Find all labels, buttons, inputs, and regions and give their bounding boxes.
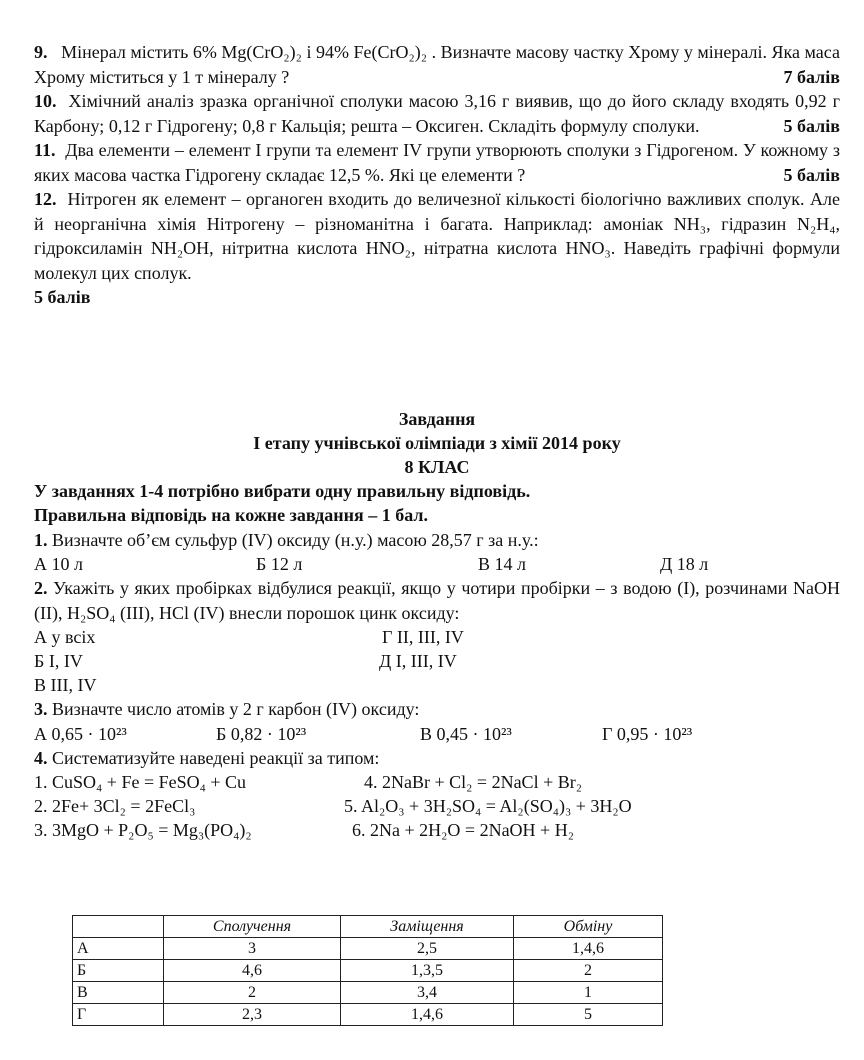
option: Б 12 л [256,554,303,574]
table-row [73,960,663,982]
option: В 14 л [478,554,526,574]
table-cell: 3,4 [341,982,514,1004]
table-header [73,916,164,938]
title-line-1: Завдання [398,408,476,429]
task-3: 3. Визначте число атомів у 2 г карбон (IV) оксиду: [34,699,420,719]
table-cell: 2,3 [164,1004,341,1026]
table-cell: 1 [514,982,663,1004]
title-line-3: 8 КЛАС [404,456,470,477]
option: Г ІІ, ІІІ, IV [382,627,464,647]
intro-line-1: У завданнях 1-4 потрібно вибрати одну правильну відповідь. [34,480,531,501]
reaction: 2. 2Fe+ 3Cl₂ = 2FeCl₃ [34,796,196,816]
option: Б І, IV [34,651,83,671]
table-cell: А [73,938,164,960]
document-page [34,40,840,842]
table-cell: 2 [164,982,341,1004]
task-2: 2. Укажіть у яких пробірках відбулися реакції, якщо у чотири пробірки – з водою (І), розчинами NaOH (ІІ), H₂SO₄ (ІІІ), HCl (IV) внесли порошок цинк оксиду: [34,578,841,623]
option: Д 18 л [660,554,709,574]
table-row [73,938,663,960]
table-cell: 2,5 [341,938,514,960]
table-cell: 1,4,6 [514,938,663,960]
table-cell: Б [73,960,164,982]
table-row [73,982,663,1004]
table-header: Сполучення [164,916,341,938]
task-4: 4. Систематизуйте наведені реакції за типом: [34,747,380,768]
table-cell: 1,4,6 [341,1004,514,1026]
option: А у всіх [34,627,96,647]
table-cell: 3 [164,938,341,960]
question-9: 9. Мінерал містить 6% Mg(CrO₂)₂ і 94% Fe(CrO₂)₂ . Визначте масову частку Хрому у мінералі. Яка маса Хрому міститься у 1 т мінералу ? [34,42,840,87]
table-header: Заміщення [341,916,514,938]
option: Д І, ІІІ, IV [379,651,457,671]
table-header-row [73,916,663,938]
question-10: 10. Хімічний аналіз зразка органічної сполуки масою 3,16 г виявив, що до його складу входять 0,92 г Карбону; 0,12 г Гідрогену; 0,8 г Кальція; решта – Оксиген. Складіть формулу сполуки. [34,91,841,136]
reaction: 6. 2Na + 2H₂O = 2NaOH + H₂ [352,820,574,840]
table-cell: 5 [514,1004,663,1026]
answer-table [72,915,663,1026]
option: В ІІІ, IV [34,675,97,695]
points-11: 5 балів [783,164,840,185]
table-cell: 1,3,5 [341,960,514,982]
intro-line-2: Правильна відповідь на кожне завдання – 1 бал. [34,505,429,525]
points-12: 5 балів [34,287,91,307]
points-9: 7 балів [783,66,840,87]
table-header: Обміну [514,916,663,938]
option: А 10 л [34,554,83,574]
option: В 0,45 · 10²³ [420,723,512,744]
points-10: 5 балів [783,115,840,136]
task-1: 1. Визначте об’єм сульфур (IV) оксиду (н.у.) масою 28,57 г за н.у.: [34,529,539,550]
option: Г 0,95 · 10²³ [602,723,693,744]
option: Б 0,82 · 10²³ [216,723,307,744]
table-cell: Г [73,1004,164,1026]
task-3-options [34,722,840,746]
reaction: 1. CuSO₄ + Fe = FeSO₄ + Cu [34,772,247,792]
task-1-options [34,552,840,576]
question-11: 11. Два елементи – елемент І групи та елемент IV групи утворюють сполуки з Гідрогеном. У кожному з яких масова частка Гідрогену складає 12,5 %. Які це елементи ? [34,140,840,185]
option: А 0,65 · 10²³ [34,723,127,744]
table-cell: 2 [514,960,663,982]
reaction: 5. Al₂O₃ + 3H₂SO₄ = Al₂(SO₄)₃ + 3H₂O [344,796,632,816]
reaction: 4. 2NaBr + Cl₂ = 2NaCl + Br₂ [364,772,582,792]
table-cell: 4,6 [164,960,341,982]
question-12: 12. Нітроген як елемент – органоген входить до величезної кількості біологічно важливих сполук. Але й неорганічна хімія Нітрогену – різноманітна і багата. Наприклад: амоніак NH₃, гідразин N₂H₄, гідроксиламін NH₂OH, нітритна кислота HNO₂, нітратна кислота HNO₃. Наведіть графічні формули молекул цих сполук. [34,189,840,283]
table-cell: В [73,982,164,1004]
title-line-2: І етапу учнівської олімпіади з хімії 2014 року [253,432,621,453]
reaction: 3. 3MgO + P₂O₅ = Mg₃(PO₄)₂ [34,820,252,840]
table-row [73,1004,663,1026]
